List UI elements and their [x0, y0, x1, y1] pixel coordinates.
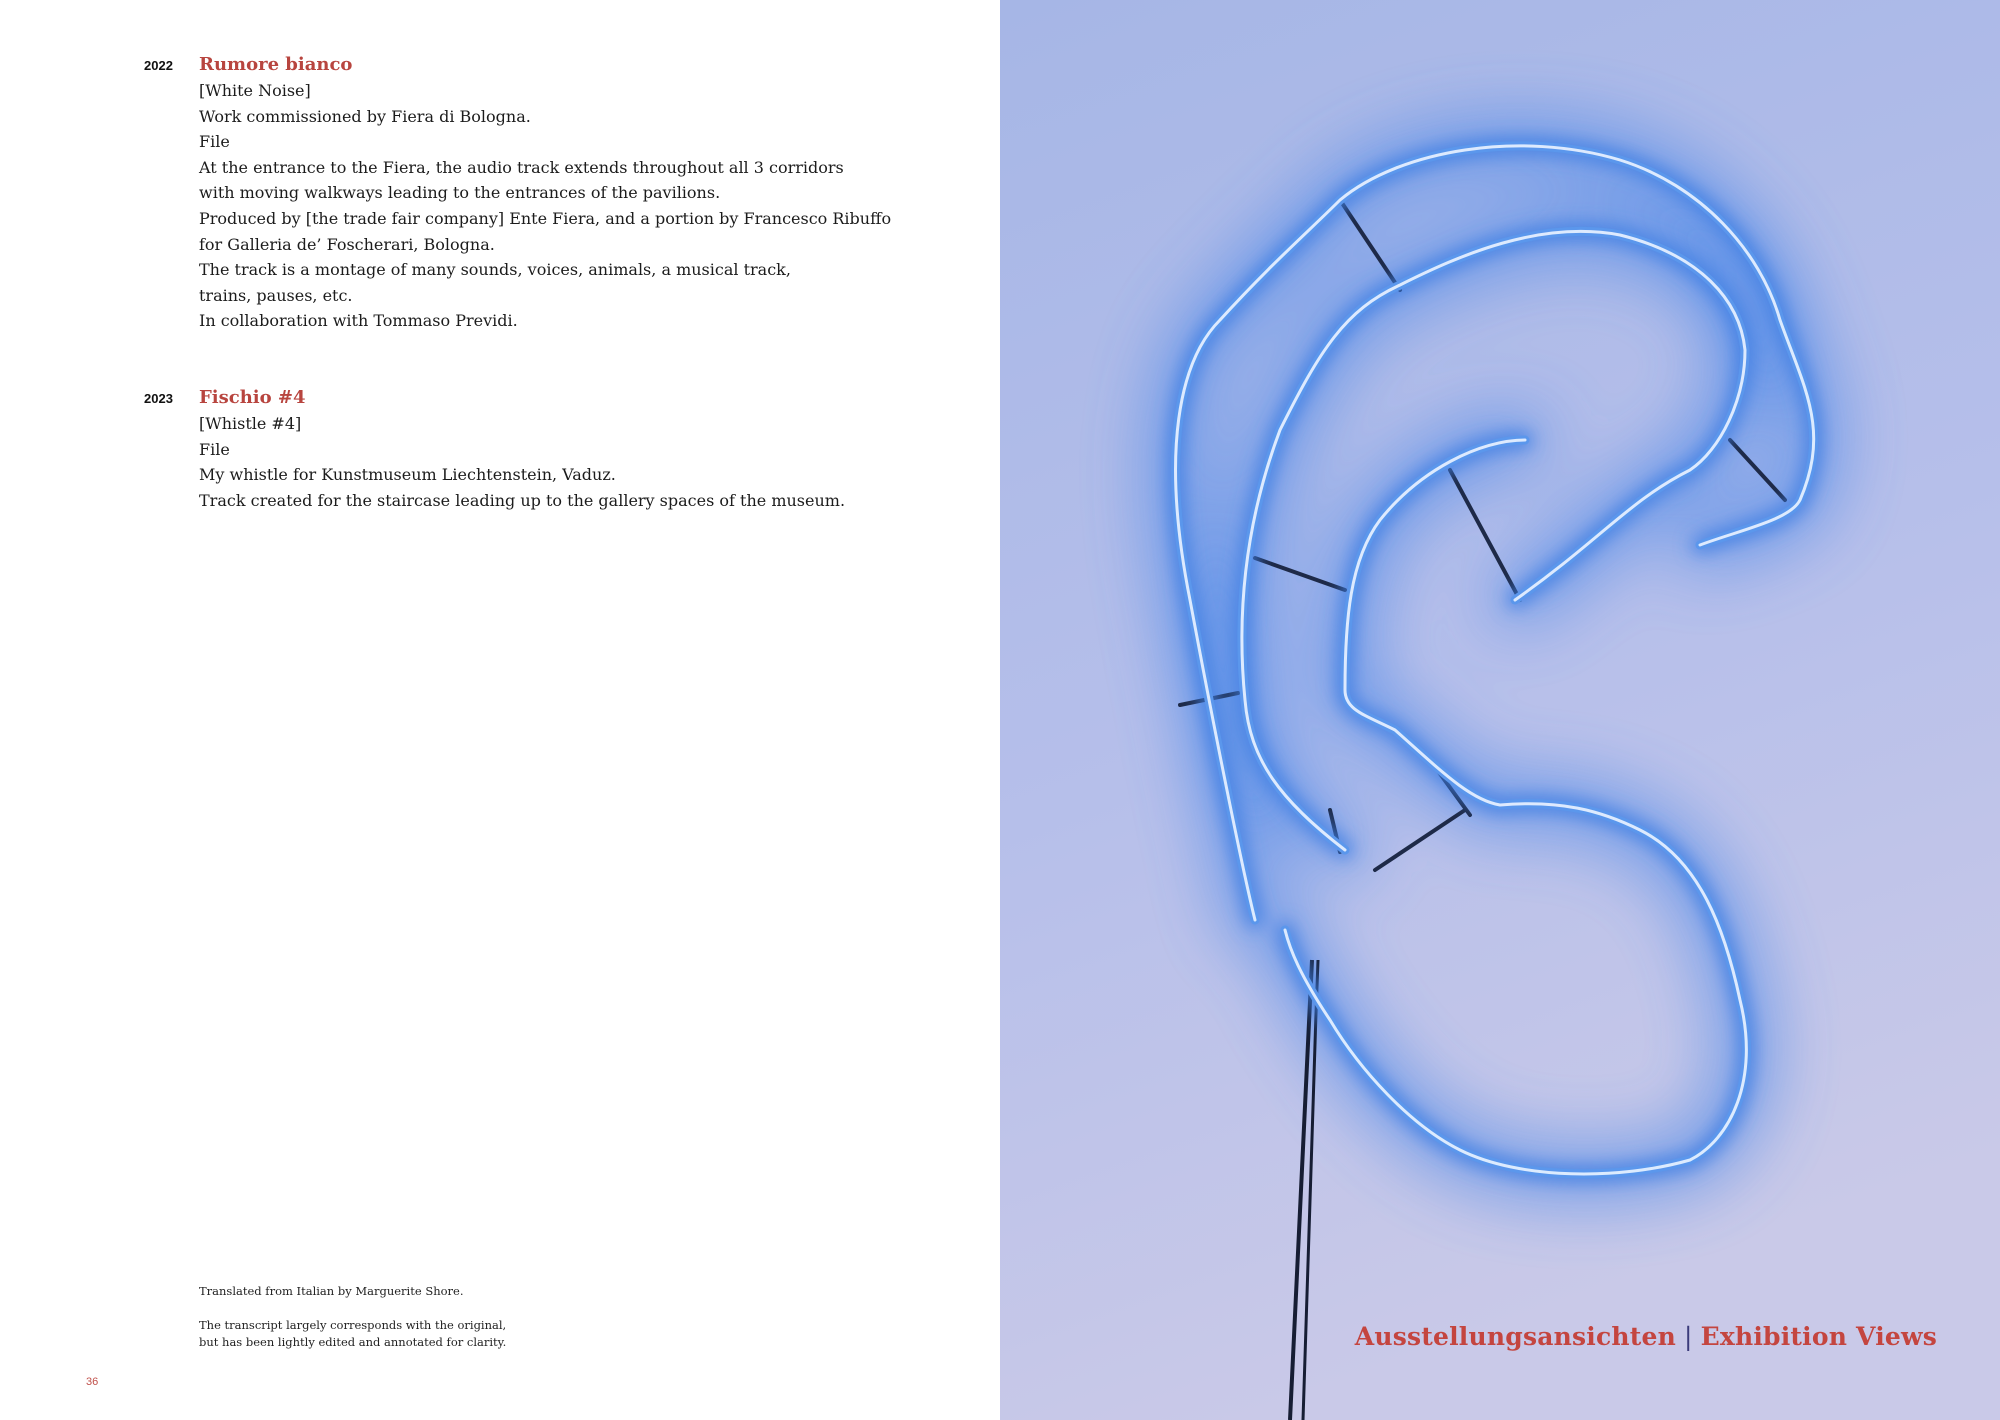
caption-german: Ausstellungsansichten: [1354, 1322, 1676, 1351]
footnotes: [199, 1283, 619, 1351]
entry-line: [Whistle #4]: [199, 414, 302, 433]
entry-line: The track is a montage of many sounds, voices, animals, a musical track,: [199, 260, 791, 280]
entry-year: 2023: [144, 391, 173, 406]
entry-line: Produced by [the trade fair company] Ente Fiera, and a portion by Francesco Ribuffo: [199, 208, 892, 228]
entry-line: Work commissioned by Fiera di Bologna.: [199, 106, 531, 126]
caption-separator: |: [1684, 1322, 1693, 1351]
entry-line: My whistle for Kunstmuseum Liechtenstein, Vaduz.: [199, 465, 616, 485]
entry-body: [199, 52, 959, 334]
entry-body: [199, 385, 959, 513]
entry-line: Track created for the staircase leading up to the gallery spaces of the museum.: [199, 490, 846, 510]
entry-line: [White Noise]: [199, 81, 311, 100]
entry-line: File: [199, 439, 230, 459]
entry-title: Fischio #4: [199, 387, 306, 408]
entry-line: with moving walkways leading to the entrances of the pavilions.: [199, 183, 721, 203]
page-number: 36: [86, 1376, 99, 1388]
entry-line: At the entrance to the Fiera, the audio track extends throughout all 3 corridors: [199, 157, 844, 177]
translation-note: Translated from Italian by Marguerite Shore.: [199, 1284, 464, 1298]
entry-year: 2022: [144, 58, 173, 73]
entry-line: for Galleria de’ Foscherari, Bologna.: [199, 234, 495, 254]
caption-english: Exhibition Views: [1700, 1322, 1937, 1351]
entry-line: File: [199, 132, 230, 152]
transcript-note: but has been lightly edited and annotated for clarity.: [199, 1335, 507, 1349]
neon-ear-photo: [1000, 0, 2000, 1420]
entry-line: trains, pauses, etc.: [199, 285, 353, 305]
right-page: [1000, 0, 2000, 1420]
entry-title: Rumore bianco: [199, 54, 353, 75]
exhibition-caption: [1355, 1322, 1937, 1351]
transcript-note: The transcript largely corresponds with the original,: [199, 1318, 507, 1332]
entry-line: In collaboration with Tommaso Previdi.: [199, 311, 518, 331]
